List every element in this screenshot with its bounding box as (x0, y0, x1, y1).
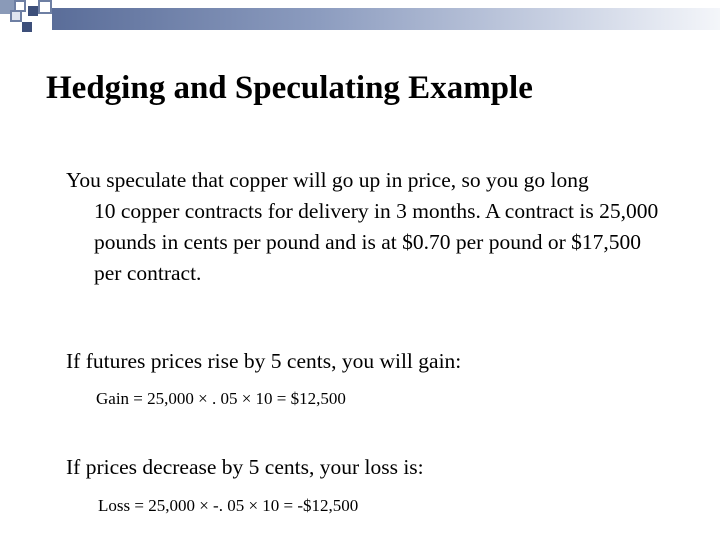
slide-title: Hedging and Speculating Example (46, 70, 533, 106)
paragraph-first-line: You speculate that copper will go up in price, so you go long (66, 168, 589, 192)
header-gradient-bar (52, 8, 720, 30)
gain-paragraph: If futures prices rise by 5 cents, you will gain: (66, 349, 462, 373)
decor-square (10, 10, 22, 22)
speculation-paragraph (66, 165, 666, 289)
decor-square (22, 22, 32, 32)
paragraph-continuation: 10 copper contracts for delivery in 3 months. A contract is 25,000 pounds in cents per pound and is at $0.70 per pound or $17,500 per contract. (94, 199, 659, 285)
decor-square (38, 0, 52, 14)
loss-calculation: Loss = 25,000 × -. 05 × 10 = -$12,500 (98, 496, 359, 515)
loss-paragraph: If prices decrease by 5 cents, your loss is: (66, 455, 424, 479)
decor-square (28, 6, 38, 16)
gain-calculation: Gain = 25,000 × . 05 × 10 = $12,500 (96, 389, 346, 408)
